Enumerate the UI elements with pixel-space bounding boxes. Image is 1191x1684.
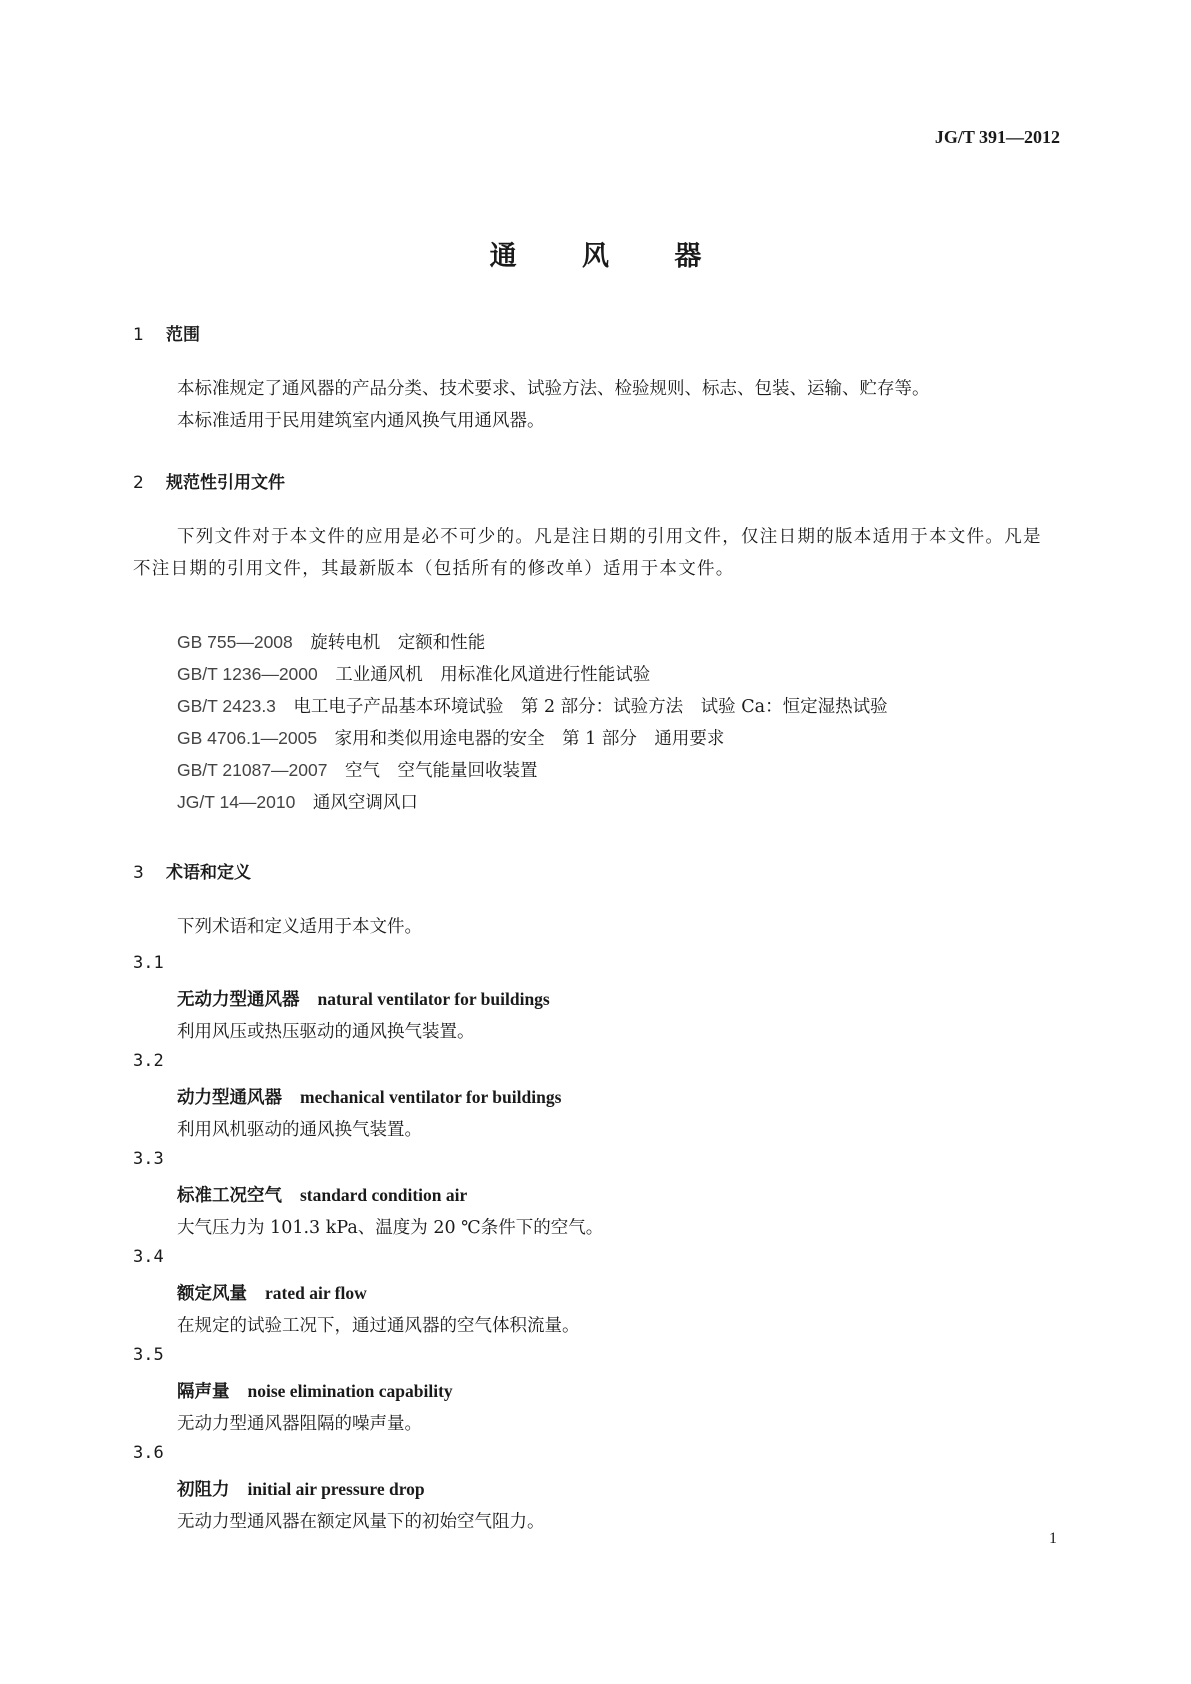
term-number: 3.4 [133, 1247, 164, 1267]
reference-title: 电工电子产品基本环境试验 第 2 部分：试验方法 试验 Ca：恒定湿热试验 [293, 697, 888, 717]
reference-code: GB/T 2423.3 [177, 696, 276, 716]
term-number: 3.6 [133, 1443, 164, 1463]
term-name [177, 1182, 467, 1207]
reference-list [177, 626, 888, 818]
term-definition: 无动力型通风器阻隔的噪声量。 [177, 1414, 422, 1434]
term-name-zh: 动力型通风器 [177, 1088, 282, 1108]
reference-title: 通风空调风口 [312, 793, 418, 813]
reference-title: 空气 空气能量回收装置 [344, 761, 538, 781]
term-name [177, 1280, 367, 1305]
reference-title: 家用和类似用途电器的安全 第 1 部分 通用要求 [334, 729, 725, 749]
term-name [177, 986, 550, 1011]
term-definition: 大气压力为 101.3 kPa、温度为 20 ℃条件下的空气。 [177, 1218, 604, 1238]
term-definition: 利用风压或热压驱动的通风换气装置。 [177, 1022, 475, 1042]
section-number: 1 [133, 325, 144, 345]
section-title: 规范性引用文件 [166, 473, 285, 493]
term-definition: 无动力型通风器在额定风量下的初始空气阻力。 [177, 1512, 545, 1532]
term-name-zh: 额定风量 [177, 1284, 247, 1304]
reference-item [177, 786, 888, 818]
reference-code: GB 4706.1—2005 [177, 728, 318, 748]
term-definition: 在规定的试验工况下，通过通风器的空气体积流量。 [177, 1316, 580, 1336]
term-name [177, 1084, 561, 1109]
section-2-intro: 下列文件对于本文件的应用是必不可少的。凡是注日期的引用文件，仅注日期的版本适用于本文件。凡是不注日期的引用文件，其最新版本（包括所有的修改单）适用于本文件。 [133, 527, 1042, 579]
term-name [177, 1476, 425, 1501]
page-number: 1 [1049, 1530, 1057, 1547]
term-definition: 利用风机驱动的通风换气装置。 [177, 1120, 422, 1140]
term-name-en: rated air flow [265, 1283, 367, 1303]
section-3-heading [133, 858, 251, 883]
document-code: JG/T 391—2012 [934, 127, 1060, 147]
section-1-paragraph: 本标准规定了通风器的产品分类、技术要求、试验方法、检验规则、标志、包装、运输、贮存等。 [177, 379, 930, 399]
term-name [177, 1378, 453, 1403]
term-number: 3.3 [133, 1149, 164, 1169]
section-number: 2 [133, 473, 144, 493]
reference-title: 工业通风机 用标准化风道进行性能试验 [335, 665, 651, 685]
reference-code: JG/T 14—2010 [177, 792, 296, 812]
term-name-zh: 标准工况空气 [177, 1186, 282, 1206]
term-name-zh: 初阻力 [177, 1480, 230, 1500]
reference-code: GB/T 21087—2007 [177, 760, 328, 780]
reference-item [177, 690, 888, 722]
term-name-en: natural ventilator for buildings [317, 989, 550, 1009]
section-1-paragraph: 本标准适用于民用建筑室内通风换气用通风器。 [177, 411, 545, 431]
section-title: 术语和定义 [166, 863, 251, 883]
reference-item [177, 754, 888, 786]
section-2-heading [133, 468, 285, 493]
term-name-en: initial air pressure drop [247, 1479, 425, 1499]
term-name-en: standard condition air [300, 1185, 468, 1205]
term-name-en: mechanical ventilator for buildings [300, 1087, 562, 1107]
reference-item [177, 722, 888, 754]
section-1-heading [133, 320, 200, 345]
section-title: 范围 [166, 325, 200, 345]
term-name-en: noise elimination capability [247, 1381, 453, 1401]
reference-code: GB 755—2008 [177, 632, 293, 652]
reference-title: 旋转电机 定额和性能 [310, 633, 486, 653]
section-3-intro: 下列术语和定义适用于本文件。 [177, 917, 422, 937]
reference-item [177, 658, 888, 690]
page-title: 通 风 器 [489, 241, 730, 272]
term-name-zh: 无动力型通风器 [177, 990, 300, 1010]
reference-code: GB/T 1236—2000 [177, 664, 318, 684]
section-number: 3 [133, 863, 144, 883]
term-number: 3.2 [133, 1051, 164, 1071]
term-name-zh: 隔声量 [177, 1382, 230, 1402]
reference-item [177, 626, 888, 658]
term-number: 3.1 [133, 953, 164, 973]
term-number: 3.5 [133, 1345, 164, 1365]
